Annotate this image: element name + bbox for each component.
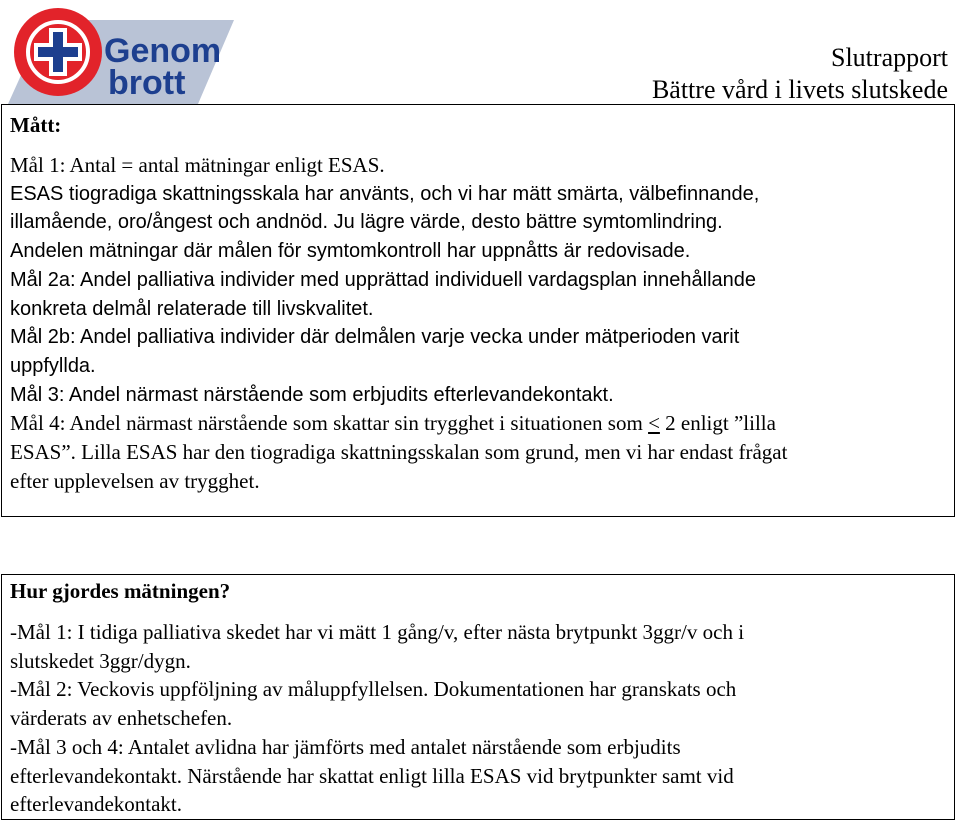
matt-line-mal4 — [10, 409, 946, 438]
matt-mal4-prefix: Mål 4: Andel närmast närstående som skattar sin trygghet i situationen som — [10, 411, 649, 436]
matt-line-1: Mål 1: Antal = antal mätningar enligt ESAS. — [10, 153, 385, 177]
matt-line-2: ESAS tiogradiga skattningsskala har använts, och vi har mätt smärta, välbefinnande, — [10, 182, 760, 205]
matt-line-3: illamående, oro/ångest och andnöd. Ju lägre värde, desto bättre symtomlindring. — [10, 211, 723, 234]
method-line-1: -Mål 1: I tidiga palliativa skedet har vi mätt 1 gång/v, efter nästa brytpunkt 3ggr/v och i — [10, 620, 745, 644]
method-line-6: efterlevandekontakt. Närstående har skattat enligt lilla ESAS vid brytpunkter samt vid — [10, 763, 734, 788]
method-line-4: värderats av enhetschefen. — [10, 706, 233, 731]
method-line-2: slutskedet 3ggr/dygn. — [10, 648, 191, 673]
matt-mal4-lte-symbol: < — [648, 411, 660, 436]
matt-section — [1, 104, 955, 517]
report-header — [652, 42, 948, 106]
method-heading: Hur gjordes mätningen? — [10, 579, 231, 603]
method-line-5: -Mål 3 och 4: Antalet avlidna har jämförts med antalet närstående som erbjudits — [10, 734, 681, 759]
matt-line-7: Mål 2b: Andel palliativa individer där delmålen varje vecka under mätperioden varit — [10, 326, 740, 349]
matt-line-8: uppfyllda. — [10, 354, 96, 377]
method-content — [10, 618, 946, 819]
method-section — [1, 574, 955, 820]
matt-line-11: efter upplevelsen av trygghet. — [10, 468, 260, 493]
matt-line-10: ESAS”. Lilla ESAS har den tiogradiga skattningsskalan som grund, men vi har endast frågat — [10, 440, 788, 465]
report-title: Slutrapport — [831, 43, 948, 72]
logo-text-genom: Genom — [104, 32, 222, 70]
logo-text-brott: brott — [108, 64, 186, 102]
matt-line-9: Mål 3: Andel närmast närstående som erbjudits efterlevandekontakt. — [10, 383, 614, 406]
logo-graphic — [8, 6, 236, 106]
matt-heading: Mått: — [10, 113, 62, 137]
matt-line-6: konkreta delmål relaterade till livskvalitet. — [10, 297, 374, 320]
report-subtitle: Bättre vård i livets slutskede — [651, 75, 948, 104]
matt-mal4-suffix: 2 enligt ”lilla — [659, 411, 776, 436]
matt-content — [10, 151, 946, 495]
method-line-7: efterlevandekontakt. — [10, 792, 182, 817]
matt-line-4: Andelen mätningar där målen för symtomkontroll har uppnåtts är redovisade. — [10, 240, 691, 263]
method-line-3: -Mål 2: Veckovis uppföljning av måluppfyllelsen. Dokumentationen har granskats och — [10, 677, 737, 702]
matt-line-5: Mål 2a: Andel palliativa individer med upprättad individuell vardagsplan innehållande — [10, 268, 757, 291]
genombrott-logo — [8, 6, 236, 106]
